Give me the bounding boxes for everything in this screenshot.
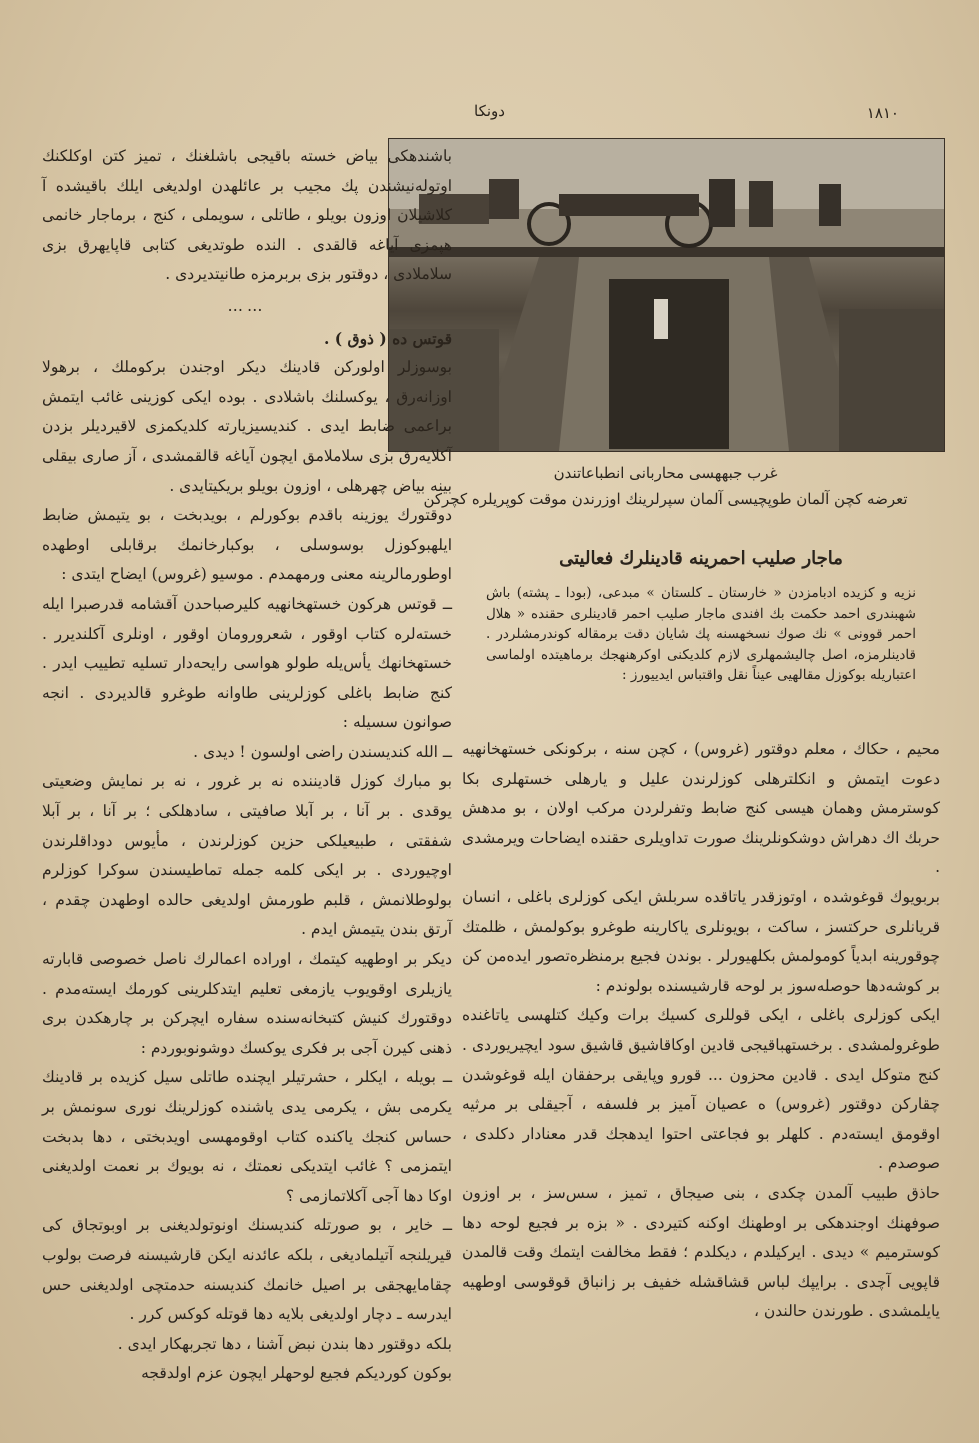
left-paragraph: بوسوزلر اولورکن قادینك دیکر اوجندن برکوملك ، برهولا اوزانه‌رق ، یوکسلنك باشلادی . بوده ایکی کوزینی غائب ایتمش براعمی ضابط ایدی . کندیسیزیارته کلدیکمزی لاقیردیلر بزدن آکلایه‌رق بزی سلاملامق ایچون آیاغه قالقمشدی ، آز صاری بیقلی بینه بیاض چهرهلی ، اوزون بویلو بریکیتایدی . xyxy=(42,358,452,495)
left-column xyxy=(42,142,452,1389)
left-paragraph: بو مبارك کوزل قادیننده نه بر غرور ، نه بر نمایش وضعیتی یوقدی . بر آنا ، بر آبلا صافیتی ، سادهلکی ؛ بر آنا ، بر آبلا شفقتی ، طبیعیلکی حزین کوزلرندن ، مأیوس دوداقلرندن اوچیوردی . بر ایکی کلمه جمله تماطیسندن سوکرا کوزلرم بولوطلانمش ، قلبم طورمش اولدیغی حالده اوطهدن چقدم ، آرتق بندن یتیمش ایدم . xyxy=(42,772,452,939)
right-paragraph: ایکی کوزلری باغلی ، ایکی قوللری کسیك برات وکیك کتلهسی یاتاغنده طوغرولمشدی . برخستهباقیجی قادین اوکاقاشیق قاشیق سود ایچیریوردی . کنج متوکل ایدی . قادین محزون ... قورو وپایقی برحفقان ایله قوغوشدن چقارکن دوقتور (غروس) ه عصیان آمیز بر فلسفه ، آجیقلی بر مرثیه اوقومق ایسته‌دم . کلهلر بو فجاعتی احتوا ایدهجك قدر معنادار دکلدی ، صوصدم . xyxy=(462,1006,940,1173)
right-paragraph: بربویوك قوغوشده ، اوتوزقدر یاتاقده سربلش ایکی کوزلری باغلی ، انسان قریانلری حرکتسز ، ساکت ، بویونلری یاکارینه طوغرو بوکولمش ، ظلمتك چوقورینه ابدیاً کومولمش بکلهیورلر . بوندن فجیع برمنظره‌تصور ایده‌من کن بر کوشه‌دها حوصله‌سوز بر لوحه قارشیسنده بولوندم : xyxy=(462,887,940,995)
page-number: ١٨١٠ xyxy=(866,104,899,122)
photo-illustration xyxy=(389,139,944,451)
running-title: دونكا xyxy=(474,102,505,120)
war-photograph xyxy=(388,138,945,452)
left-paragraph: بلکه دوقتور دها بندن نبض آشنا ، دها تجربهکار ایدی . xyxy=(117,1334,452,1353)
caption-line-1: غرب جبههسی محاربانی انطباعاتندن xyxy=(553,464,778,482)
section-heading: قوتس ده ( ذوق ) . xyxy=(324,328,452,348)
left-paragraph: ــ خایر ، بو صورتله کندیسنك اونوتولدیغنی بر اوبوتجاق کی قیریلنجه آتیلمادیغی ، بلکه عائدنه ایکن قارشیسنه فرصت بولوب چقامایهجقی بر اصیل خانمك کندیسنه حدمتچی اولدیغنی حس ایدرسه ـ دچار اولدیغی بلایه دها قوتله کوکس کرر . xyxy=(42,1216,452,1324)
caption-line-2: تعرضه کچن آلمان طوپچیسی آلمان سپرلرینك اوزرندن موقت کوپریلره کچرکن xyxy=(423,490,908,508)
left-paragraph: ــ الله کندیسندن راضی اولسون ! دیدی . xyxy=(193,742,452,761)
article-header xyxy=(466,548,936,686)
separator: …… xyxy=(227,296,267,315)
left-paragraph: دوقتورك یوزینه باقدم بوکورلم ، بویدبخت ، بو یتیمش ضابط ایلهبوکوزل بوسوسلی ، بوکبارخانمك برقابلی اوطهده اوطورمالرینه معنی ورمهمدم . موسیو (غروس) ایضاح ایتدی : xyxy=(42,506,452,584)
photo-block xyxy=(388,138,943,518)
left-paragraph: باشندهکی بیاض خسته باقیجی باشلغنك ، تمیز کتن اوکلکنك اوتوله‌نیشندن پك مجیب بر عائلهدن اولدیغی ایلك باقیشده آ کلاشیلان اوزون بویلو ، طاتلی ، سویملی ، کنج ، برماجار خانمی هپمزی آیاغه قالقدی . النده طوتدیغی کتابی قاپایهرق بزی سلاملادی ، دوقتور بزی بربرمزه طانیتدیردی . xyxy=(42,147,452,284)
right-column xyxy=(462,735,940,1327)
right-paragraph: حاذق طبیب آلمدن چکدی ، بنی صیجاق ، تمیز ، سس‌سز ، بر اوزون صوفهنك اوجندهکی بر اوطهنك اوکنه کتیردی . « بزه بر فجیع لوحه دها کوسترمیم » دیدی . ایرکیلدم ، دیکلدم ؛ فقط مخالفت ایتمك وقت قالمدن قاپویی آچدی . برایپك لباس قشاقشله خفیف بر زانباق قوقوسی اوطهیه یایلمشدی . طورندن حالندن ، xyxy=(462,1183,940,1321)
left-paragraph: دیکر بر اوطهیه کیتمك ، اوراده اعمالرك ناصل خصوصی قابارته یازیلری اوقویوب یازمغی تعلیم ایتدکلرینی کورمك ایسته‌مدم . دوقتورك کنیش کتبخانه‌سنده سفاره ایچرکن بر چارهکدن بری ذهنی کیرن آجی بر فکری یوکسك دوشونوبوردم : xyxy=(42,950,452,1057)
right-paragraph: محیم ، حکاك ، معلم دوقتور (غروس) ، کچن سنه ، برکونکی خستهخانهیه دعوت ایتمش و انکلترهلی کوزلرندن علیل و یارهلی خستهلری بکا کوسترمش وهمان هیسی کنج ضابط وتفرلردن مرکب اولان ، بو مدهش حربك اك دهراش دوشکونلرینك صورت تداویلری حقنده ایضاحات ویرمشدی . xyxy=(462,740,940,877)
running-head xyxy=(40,100,939,130)
left-paragraph: ــ قوتس هرکون خستهخانهیه کلیرصباحدن آقشامه قدرصبرا ایله خسته‌لره کتاب اوقور ، شعرورومان اوقور ، اونلری آکلندیرر . خستهخانهك یأس‌یله طولو هواسی رایحه‌دار تسلیه تطییب ایدر . کنج ضابط باغلی کوزلرینی طاوانه طوغرو قالدیردی . انجه صوانون سسیله : xyxy=(42,594,452,732)
left-paragraph: بوکون کوردیکم فجیع لوحهلر ایچون عزم اولدقجه xyxy=(141,1364,452,1383)
article-title: ماجار صلیب احمرینه قادینلرك فعالیتی xyxy=(559,548,843,569)
left-paragraph: ــ بویله ، ایکلر ، حشرتیلر ایچنده طاتلی سیل کزیده بر قادینك یکرمی بش ، یکرمی یدی یاشنده کوزلرینك نوری سونمش بر حساس کنجك یاکنده کتاب اوقومهسی اویدبختی ، دها بدبخت ایتمزمی ؟ غائب ایتدیکی نعمتك ، نه بویوك بر نعمت اولدیغنی اوکا دها آجی آکلاتمازمی ؟ xyxy=(42,1068,452,1205)
article-intro: نزیه و کزیده ادبامزدن « خارستان ـ کلستان » مبدعی، (بودا ـ پشته) باش شهبندری احمد حکمت بك افندی ماجار صلیب احمر قادینلری حقنده « هلال احمر قوونی » نك صوك نسخهسنه پك شایان دقت برمقاله کوندرمشلردر . قادینلرمزه، اصل چالیشمهلری لازم کلدیکنی اوکرهنهجك برماهیتده اولماسی اعتباریله بوکوزل مقالهیی عیناً نقل واقتباس ایدییورز : xyxy=(486,585,916,683)
photo-caption xyxy=(388,460,943,512)
